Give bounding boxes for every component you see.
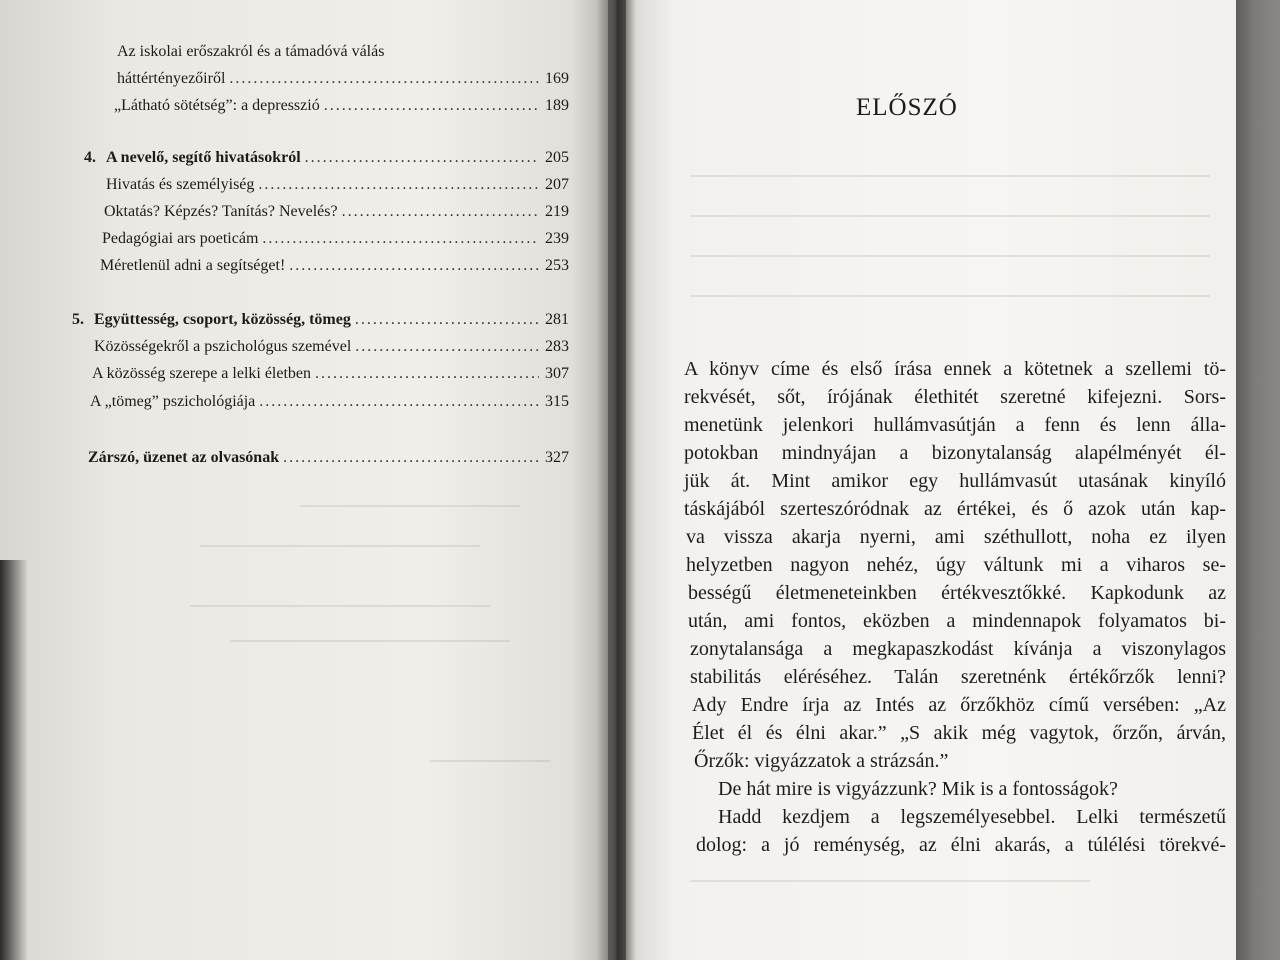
page-edge xyxy=(1236,0,1280,960)
toc-leader-dots xyxy=(258,176,539,194)
toc-entry-title: Méretlenül adni a segítséget! xyxy=(100,257,286,274)
toc-page-number: 169 xyxy=(545,70,569,87)
toc-entry-title: A „tömeg” pszichológiája xyxy=(90,393,256,410)
toc-page-number: 219 xyxy=(545,203,569,220)
bleed-through-mark xyxy=(690,880,1090,882)
preface-line: stabilitás eléréséhez. Talán szeretnénk értékőrzők lenni? xyxy=(690,666,1226,688)
toc-entry-title: Pedagógiai ars poeticám xyxy=(102,230,259,247)
toc-entry-title: Oktatás? Képzés? Tanítás? Nevelés? xyxy=(104,203,338,220)
toc-entry-title: A nevelő, segítő hivatásokról xyxy=(106,149,301,166)
preface-line: dolog: a jó reménység, az élni akarás, a túlélési törekvé- xyxy=(696,834,1226,856)
preface-line: Őrzők: vigyázzatok a strázsán.” xyxy=(694,750,949,772)
toc-entry xyxy=(90,393,569,411)
toc-entry xyxy=(117,43,388,61)
toc-entry-title: „Látható sötétség”: a depresszió xyxy=(114,97,320,114)
preface-line: Ady Endre írja az Intés az őrzőkhöz című versében: „Az xyxy=(692,694,1226,716)
toc-chapter-number: 4. xyxy=(84,149,96,166)
left-book-page xyxy=(0,0,608,960)
toc-chapter-number: 5. xyxy=(72,311,84,328)
preface-line: menetünk jelenkori hullámvasútján a fenn és lenn álla- xyxy=(684,414,1226,436)
toc-chapter xyxy=(88,449,569,467)
toc-page-number: 281 xyxy=(545,311,569,328)
toc-entry xyxy=(100,257,569,275)
toc-entry xyxy=(106,176,569,194)
bleed-through-mark xyxy=(690,215,1210,217)
toc-entry xyxy=(92,365,569,383)
toc-leader-dots xyxy=(342,203,539,221)
toc-page-number: 253 xyxy=(545,257,569,274)
toc-chapter xyxy=(72,311,569,329)
toc-leader-dots xyxy=(262,230,539,248)
preface-line: Élet él és élni akar.” „S akik még vagytok, őrzőn, árván, xyxy=(692,722,1226,744)
toc-entry xyxy=(94,338,569,356)
toc-entry xyxy=(102,230,569,248)
bleed-through-mark xyxy=(200,545,480,547)
toc-page-number: 307 xyxy=(545,365,569,382)
toc-leader-dots xyxy=(315,365,539,383)
toc-entry-title: Az iskolai erőszakról és a támadóvá válás xyxy=(117,43,385,60)
bleed-through-mark xyxy=(230,640,510,642)
toc-leader-dots xyxy=(355,338,539,356)
preface-line: táskájából szerteszóródnak az értékei, és ő azok után kap- xyxy=(684,498,1226,520)
preface-line: helyzetben nagyon nehéz, úgy váltunk mi a viharos se- xyxy=(686,554,1226,576)
toc-chapter xyxy=(84,149,569,167)
preface-line: potokban mindnyájan a bizonytalanság alapélményét él- xyxy=(684,442,1226,464)
toc-entry-title: Együttesség, csoport, közösség, tömeg xyxy=(94,311,351,328)
left-edge-shadow xyxy=(0,560,28,960)
toc-entry xyxy=(104,203,569,221)
toc-page-number: 205 xyxy=(545,149,569,166)
bleed-through-mark xyxy=(300,505,520,507)
toc-entry-title: Zárszó, üzenet az olvasónak xyxy=(88,449,280,466)
preface-line: zonytalansága a megkapaszkodást kívánja a viszonylagos xyxy=(690,638,1226,660)
bleed-through-mark xyxy=(690,295,1210,297)
toc-page-number: 315 xyxy=(545,393,569,410)
preface-line: va vissza akarja nyerni, ami széthullott, noha ez ilyen xyxy=(686,526,1226,548)
preface-line: bességű életmeneteinkben értékvesztőkké. Kapkodunk az xyxy=(688,582,1226,604)
toc-page-number: 283 xyxy=(545,338,569,355)
toc-entry-title: Hivatás és személyiség xyxy=(106,176,255,193)
toc-entry xyxy=(114,97,569,115)
toc-leader-dots xyxy=(283,449,539,467)
toc-page-number: 207 xyxy=(545,176,569,193)
preface-line: rekvését, sőt, írójának élethitét szeretné kifejezni. Sors- xyxy=(684,386,1226,408)
toc-page-number: 189 xyxy=(545,97,569,114)
bleed-through-mark xyxy=(190,605,490,607)
preface-heading: ELŐSZÓ xyxy=(856,94,958,121)
preface-line: De hát mire is vigyázzunk? Mik is a fontosságok? xyxy=(718,778,1118,800)
toc-entry-title: A közösség szerepe a lelki életben xyxy=(92,365,312,382)
bleed-through-mark xyxy=(690,175,1210,177)
bleed-through-mark xyxy=(690,255,1210,257)
toc-leader-dots xyxy=(305,149,539,167)
toc-page-number: 327 xyxy=(545,449,569,466)
toc-entry-title: háttértényezőiről xyxy=(117,70,226,87)
toc-leader-dots xyxy=(324,97,539,115)
toc-entry xyxy=(117,70,569,88)
toc-leader-dots xyxy=(355,311,539,329)
toc-entry-title: Közösségekről a pszichológus szemével xyxy=(94,338,352,355)
preface-line: után, ami fontos, eközben a mindennapok folyamatos bi- xyxy=(688,610,1226,632)
preface-line: A könyv címe és első írása ennek a kötetnek a szellemi tö- xyxy=(684,358,1226,380)
preface-line: Hadd kezdjem a legszemélyesebbel. Lelki természetű xyxy=(718,806,1226,828)
toc-page-number: 239 xyxy=(545,230,569,247)
bleed-through-mark xyxy=(430,760,550,762)
preface-line: jük át. Mint amikor egy hullámvasút utasának kinyíló xyxy=(684,470,1226,492)
toc-leader-dots xyxy=(229,70,539,88)
toc-leader-dots xyxy=(289,257,539,275)
toc-leader-dots xyxy=(259,393,539,411)
book-spine xyxy=(596,0,636,960)
